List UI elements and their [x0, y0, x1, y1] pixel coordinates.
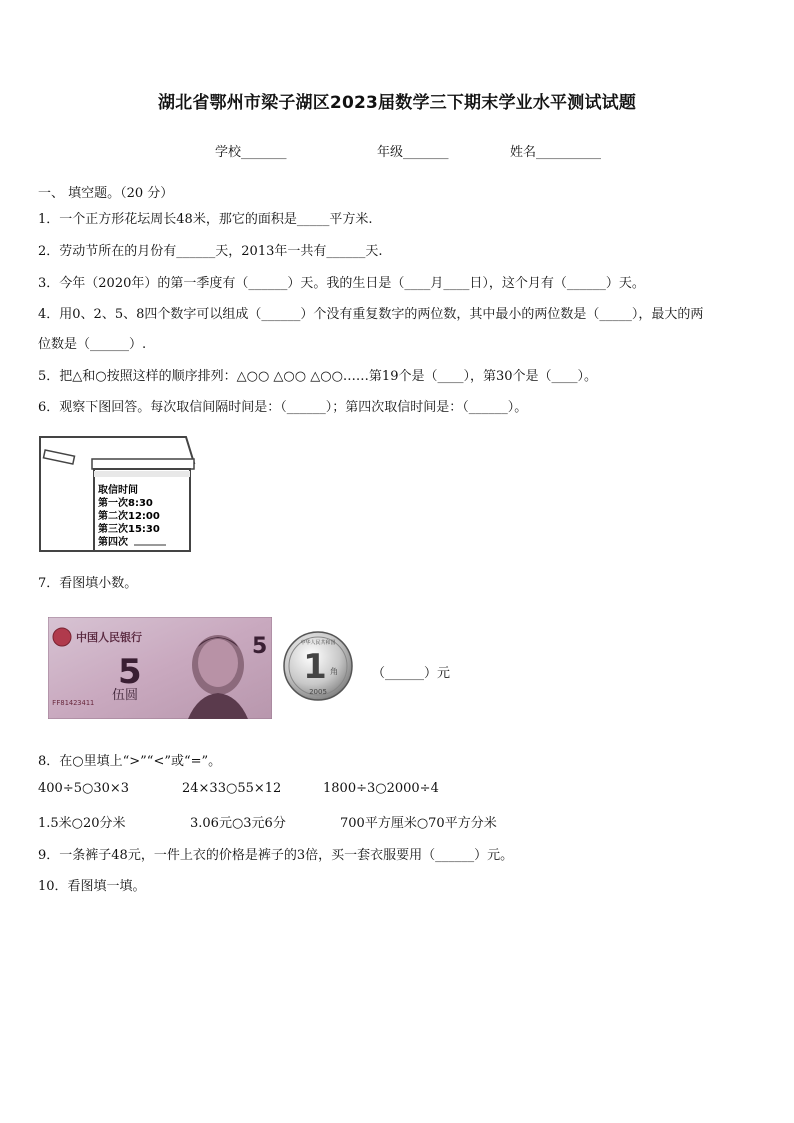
question-10: 10．看图填一填。 [38, 879, 146, 894]
grade-field: 年级_______ [377, 145, 449, 160]
name-field: 姓名__________ [510, 145, 602, 160]
question-5: 5．把△和○按照这样的顺序排列：△○○ △○○ △○○……第19个是（____），第30个是（____）。 [38, 369, 598, 384]
question-6: 6．观察下图回答。每次取信间隔时间是：（______）；第四次取信时间是：（______）。 [38, 400, 528, 415]
five-yuan-banknote [48, 617, 272, 719]
question-9: 9．一条裤子48元，一件上衣的价格是裤子的3倍，买一套衣服要用（______）元。 [38, 848, 514, 863]
mailbox-time-2: 第二次12:00 [98, 511, 160, 522]
question-1: 1．一个正方形花坛周长48米，那它的面积是_____平方米. [38, 212, 373, 227]
mailbox-illustration [36, 433, 198, 553]
bank-name: 中国人民银行 [76, 631, 142, 644]
banknote-serial: FF81423411 [52, 699, 95, 707]
coin-unit: 角 [330, 667, 338, 676]
mailbox-time-3: 第三次15:30 [98, 524, 160, 535]
question-4-continued: 位数是（______）. [38, 337, 147, 352]
banknote-value: 5 [118, 652, 142, 692]
national-emblem-icon [53, 628, 71, 646]
banknote-corner-value: 5 [252, 634, 268, 659]
page-title: 湖北省鄂州市梁子湖区2023届数学三下期末学业水平测试试题 [157, 93, 637, 113]
coin-value: 1 [303, 647, 327, 687]
question-7: 7．看图填小数。 [38, 576, 138, 591]
question-4: 4．用0、2、5、8四个数字可以组成（______）个没有重复数字的两位数，其中最小的两位数是（_____），最大的两 [38, 307, 704, 322]
q8-row2-item-3: 700平方厘米○70平方分米 [340, 816, 497, 831]
mailbox-heading: 取信时间 [98, 485, 138, 496]
question-3: 3．今年（2020年）的第一季度有（______）天。我的生日是（____月____日），这个月有（______）天。 [38, 276, 645, 291]
mailbox-time-1: 第一次8:30 [98, 498, 153, 509]
mailbox-time-4: 第四次 [98, 537, 128, 548]
portrait-icon [188, 635, 248, 719]
q8-row1-item-3: 1800÷3○2000÷4 [323, 781, 439, 796]
question-7-answer: （______）元 [372, 666, 451, 681]
one-jiao-coin [282, 630, 354, 702]
coin-top-text: 中华人民共和国 [300, 640, 336, 646]
section-heading: 一、 填空题。（20 分） [38, 186, 174, 201]
q8-row2-item-2: 3.06元○3元6分 [190, 816, 286, 831]
question-8: 8．在○里填上“>”“<”或“=”。 [38, 754, 222, 769]
coin-year: 2005 [309, 688, 327, 696]
q8-row2-item-1: 1.5米○20分米 [38, 816, 126, 831]
banknote-chinese-value: 伍圆 [112, 688, 139, 703]
q8-row1-item-1: 400÷5○30×3 [38, 781, 130, 796]
q8-row1-item-2: 24×33○55×12 [182, 781, 282, 796]
question-2: 2．劳动节所在的月份有______天，2013年一共有______天. [38, 244, 383, 259]
school-field: 学校_______ [215, 145, 287, 160]
